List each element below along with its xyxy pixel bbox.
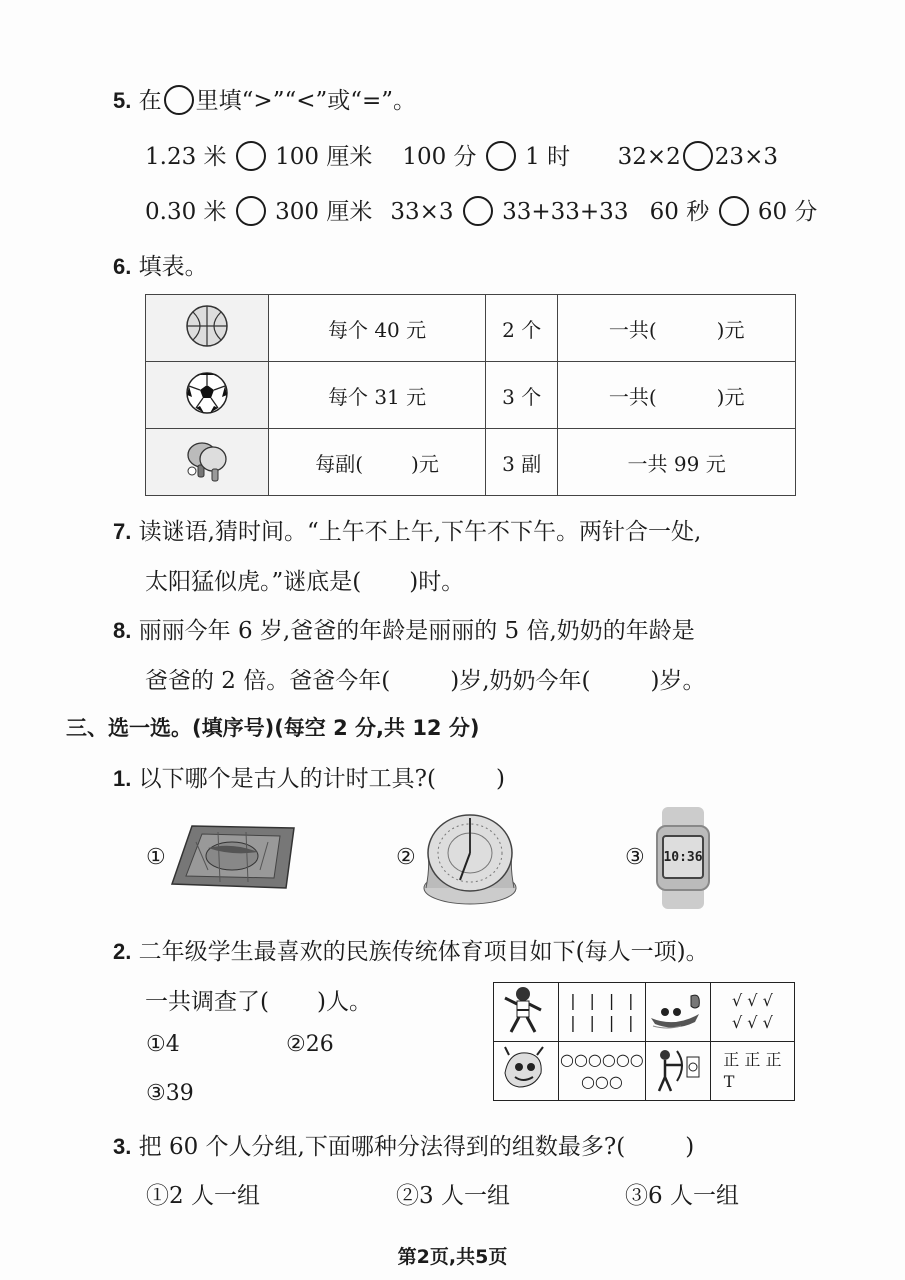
compare-item: 33×3 33+33+33 bbox=[390, 198, 642, 228]
q5-row-2 bbox=[145, 193, 817, 228]
digital-watch-icon bbox=[656, 807, 710, 909]
s3-option-2[interactable]: ②3 人一组 bbox=[396, 1183, 510, 1209]
answer-circle[interactable] bbox=[719, 196, 749, 226]
s1-option-1-label[interactable]: ① bbox=[146, 845, 166, 870]
sundial-icon bbox=[420, 808, 520, 908]
dragon-boat-icon bbox=[645, 983, 710, 1042]
compare-item: 0.30 米 300 厘米 bbox=[145, 193, 383, 228]
basketball-icon bbox=[146, 295, 269, 362]
s1-option-2-label[interactable]: ② bbox=[396, 845, 416, 870]
tally-cell: √ √ √ √ √ √ bbox=[710, 983, 794, 1042]
total-cell: 一共( )元 bbox=[558, 362, 796, 429]
compare-item: 1.23 米 100 厘米 bbox=[145, 138, 395, 173]
q8-line-1: 8. 丽丽今年 6 岁,爸爸的年龄是丽丽的 5 倍,奶奶的年龄是 bbox=[113, 618, 695, 644]
tally-cell: ○○○○○○ ○○○ bbox=[559, 1042, 646, 1101]
table-row: 每个 40 元 2 个 一共( )元 bbox=[146, 295, 796, 362]
s1-option-3-label[interactable]: ③ bbox=[625, 845, 645, 870]
compare-circle bbox=[164, 85, 194, 115]
answer-circle[interactable] bbox=[463, 196, 493, 226]
table-row: 每副( )元 3 副 一共 99 元 bbox=[146, 429, 796, 496]
s3-prompt: 3. 把 60 个人分组,下面哪种分法得到的组数最多?( ) bbox=[113, 1134, 695, 1160]
answer-circle[interactable] bbox=[486, 141, 516, 171]
s1-prompt: 1. 以下哪个是古人的计时工具?( ) bbox=[113, 766, 505, 792]
page-number: 第2页,共5页 bbox=[397, 1246, 508, 1268]
sundial-plate-icon bbox=[168, 822, 298, 890]
s2-line-1: 2. 二年级学生最喜欢的民族传统体育项目如下(每人一项)。 bbox=[113, 939, 709, 965]
q7-line-1: 7. 读谜语,猜时间。“上午不上午,下午不下午。两针合一处, bbox=[113, 519, 702, 545]
s3-option-1[interactable]: ①2 人一组 bbox=[146, 1183, 260, 1209]
s3-option-3[interactable]: ③6 人一组 bbox=[625, 1183, 739, 1209]
compare-item: 100 分 1 时 bbox=[402, 138, 610, 173]
lion-dance-icon bbox=[494, 1042, 559, 1101]
martial-arts-icon bbox=[494, 983, 559, 1042]
q8-line-2: 爸爸的 2 倍。爸爸今年( )岁,奶奶今年( )岁。 bbox=[145, 668, 706, 694]
s2-option-3[interactable]: ③39 bbox=[146, 1081, 194, 1106]
table-row bbox=[494, 983, 795, 1042]
tally-cell: 正 正 正 T bbox=[710, 1042, 794, 1101]
tally-cell: | | | | | | | | bbox=[559, 983, 646, 1042]
q5-number: 5. bbox=[113, 88, 132, 113]
s2-line-2: 一共调查了( )人。 bbox=[145, 989, 372, 1015]
s2-option-2[interactable]: ②26 bbox=[286, 1032, 334, 1057]
answer-circle[interactable] bbox=[236, 196, 266, 226]
archery-icon bbox=[645, 1042, 710, 1101]
compare-item: 32×2 23×3 bbox=[618, 143, 778, 173]
table-row bbox=[494, 1042, 795, 1101]
table-row: 每个 31 元 3 个 一共( )元 bbox=[146, 362, 796, 429]
s2-option-1[interactable]: ①4 bbox=[146, 1032, 180, 1057]
survey-tally-table bbox=[493, 982, 795, 1101]
q7-line-2: 太阳猛似虎。”谜底是( )时。 bbox=[145, 569, 465, 595]
q6-prompt: 6. 填表。 bbox=[113, 254, 208, 280]
soccer-ball-icon bbox=[146, 362, 269, 429]
answer-circle[interactable] bbox=[236, 141, 266, 171]
ping-pong-paddles-icon bbox=[146, 429, 269, 496]
total-cell: 一共( )元 bbox=[558, 295, 796, 362]
q5-prompt: 5. 在 里填“>”“<”或“=”。 bbox=[113, 82, 416, 117]
q5-row-1 bbox=[145, 138, 778, 173]
answer-circle[interactable] bbox=[683, 141, 713, 171]
watch-time: 10:36 bbox=[663, 849, 703, 865]
compare-item: 60 秒 60 分 bbox=[650, 193, 818, 228]
section-3-title: 三、选一选。(填序号)(每空 2 分,共 12 分) bbox=[66, 716, 480, 740]
price-cell: 每副( )元 bbox=[269, 429, 486, 496]
price-table bbox=[145, 294, 796, 496]
